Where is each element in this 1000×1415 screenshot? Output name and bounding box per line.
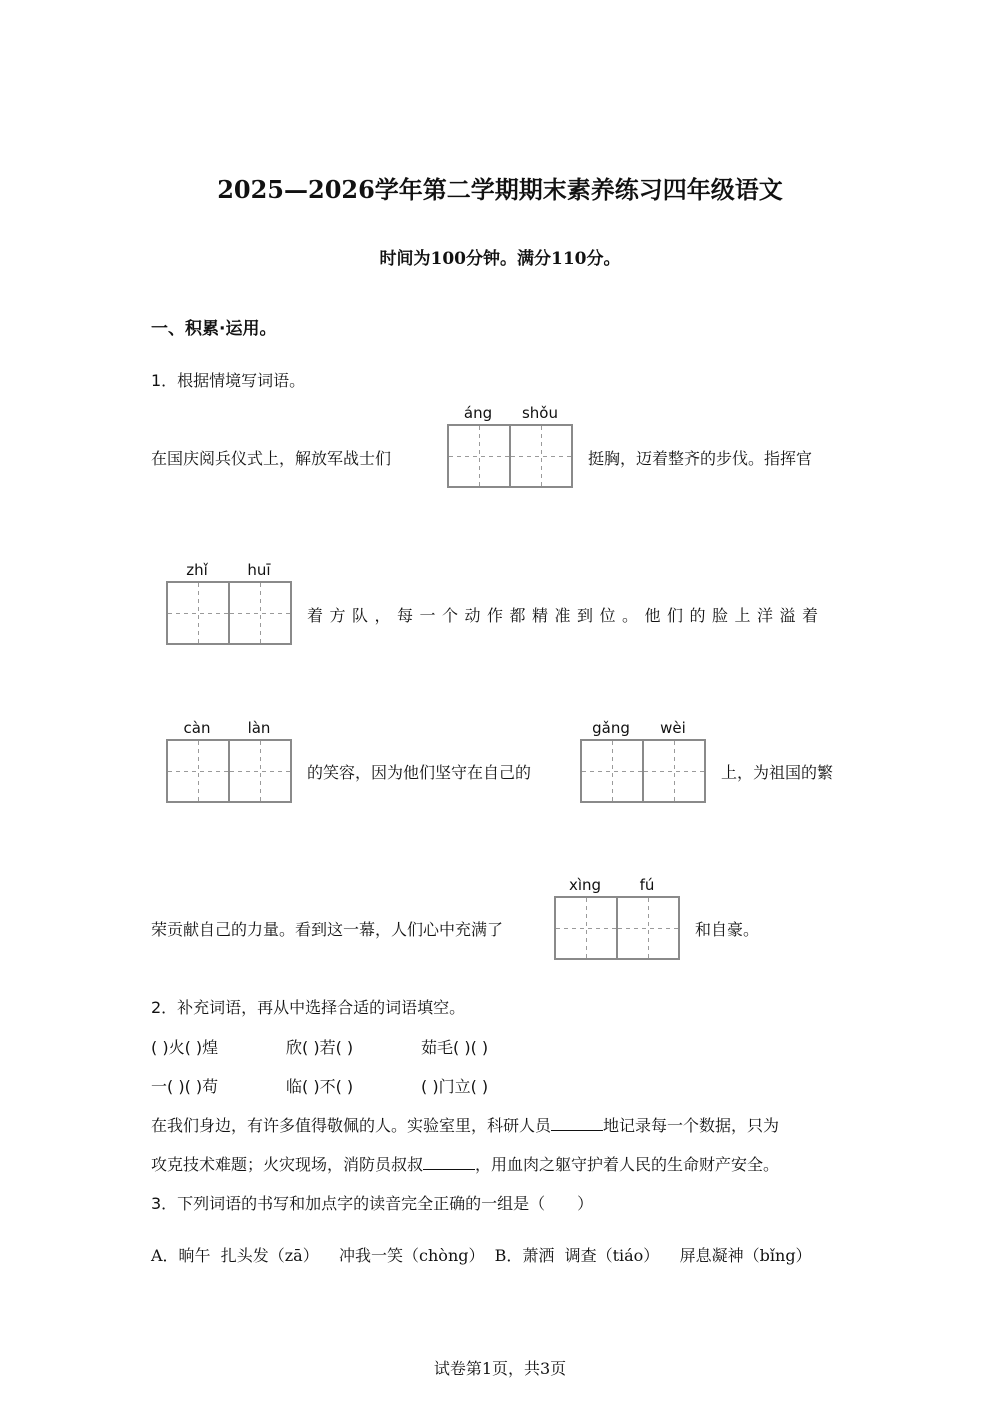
writing-cell[interactable] — [168, 583, 228, 643]
writing-cell[interactable] — [556, 898, 616, 958]
q1-line4-text: 荣贡献自己的力量。看到这一幕，人们心中充满了 — [151, 920, 504, 939]
paragraph-text: 在我们身边，有许多值得敬佩的人。实验室里，科研人员 — [151, 1116, 552, 1135]
writing-cell[interactable] — [509, 426, 571, 486]
pinyin-box-xingfu — [554, 876, 680, 960]
pinyin-label: fú — [639, 876, 655, 894]
writing-cell[interactable] — [228, 741, 290, 801]
q2-paragraph-line1 — [151, 1113, 779, 1136]
idiom-item: 茹毛( )( ) — [421, 1038, 489, 1057]
pinyin-box-angshou — [447, 404, 573, 488]
pinyin-label: zhǐ — [186, 561, 208, 579]
exam-title: 2025—2026学年第二学期期末素养练习四年级语文 — [217, 175, 783, 204]
fill-blank[interactable] — [551, 1116, 603, 1131]
question-1-label: 1．根据情境写词语。 — [151, 371, 306, 390]
pinyin-label: càn — [183, 719, 211, 737]
pinyin-box-zhihui — [166, 561, 292, 645]
q2-paragraph-line2 — [151, 1152, 779, 1175]
idiom-item: 临( )不( ) — [286, 1077, 354, 1096]
writing-cell[interactable] — [228, 583, 290, 643]
pinyin-label: huī — [247, 561, 271, 579]
q1-line4-text-after: 和自豪。 — [695, 920, 760, 939]
q1-line2-text: 着方队，每一个动作都精准到位。他们的脸上洋溢着 — [307, 606, 825, 625]
idiom-item: 一( )( )苟 — [151, 1077, 219, 1096]
question-2-label: 2．补充词语，再从中选择合适的词语填空。 — [151, 998, 466, 1017]
pinyin-label: gǎng — [592, 719, 630, 737]
paragraph-text: ，用血肉之躯守护着人民的生命财产安全。 — [475, 1155, 780, 1174]
pinyin-box-gangwei — [580, 719, 706, 803]
pinyin-label: xìng — [568, 876, 602, 894]
pinyin-label: shǒu — [521, 404, 558, 422]
pinyin-box-canlan — [166, 719, 292, 803]
idiom-item: 欣( )若( ) — [286, 1038, 354, 1057]
q3-options: A．晌午 扎头发（zā） 冲我一笑（chòng） B．萧洒 调查（tiáo） 屏息凝神（bǐng） — [151, 1246, 812, 1265]
section-heading: 一、积累·运用。 — [151, 319, 277, 339]
fill-blank[interactable] — [423, 1155, 475, 1170]
writing-cell[interactable] — [582, 741, 642, 801]
pinyin-label: làn — [247, 719, 271, 737]
pinyin-label: wèi — [660, 719, 686, 737]
writing-cell[interactable] — [168, 741, 228, 801]
idiom-item: ( )火( )煌 — [151, 1038, 219, 1057]
q1-line1-text: 在国庆阅兵仪式上，解放军战士们 — [151, 449, 392, 468]
exam-subtitle: 时间为100分钟。满分110分。 — [379, 249, 621, 269]
writing-cell[interactable] — [642, 741, 704, 801]
pinyin-label: áng — [463, 404, 493, 422]
q1-line1-text-after: 挺胸，迈着整齐的步伐。指挥官 — [588, 449, 813, 468]
idiom-item: ( )门立( ) — [421, 1077, 489, 1096]
q1-line3-text-after: 上，为祖国的繁 — [721, 763, 834, 782]
question-3-label: 3．下列词语的书写和加点字的读音完全正确的一组是（ ） — [151, 1194, 594, 1213]
paragraph-text: 攻克技术难题；火灾现场，消防员叔叔 — [151, 1155, 424, 1174]
writing-cell[interactable] — [449, 426, 509, 486]
page-footer: 试卷第1页，共3页 — [433, 1359, 567, 1378]
q1-line3-text: 的笑容，因为他们坚守在自己的 — [307, 763, 532, 782]
writing-cell[interactable] — [616, 898, 678, 958]
paragraph-text: 地记录每一个数据，只为 — [603, 1116, 780, 1135]
